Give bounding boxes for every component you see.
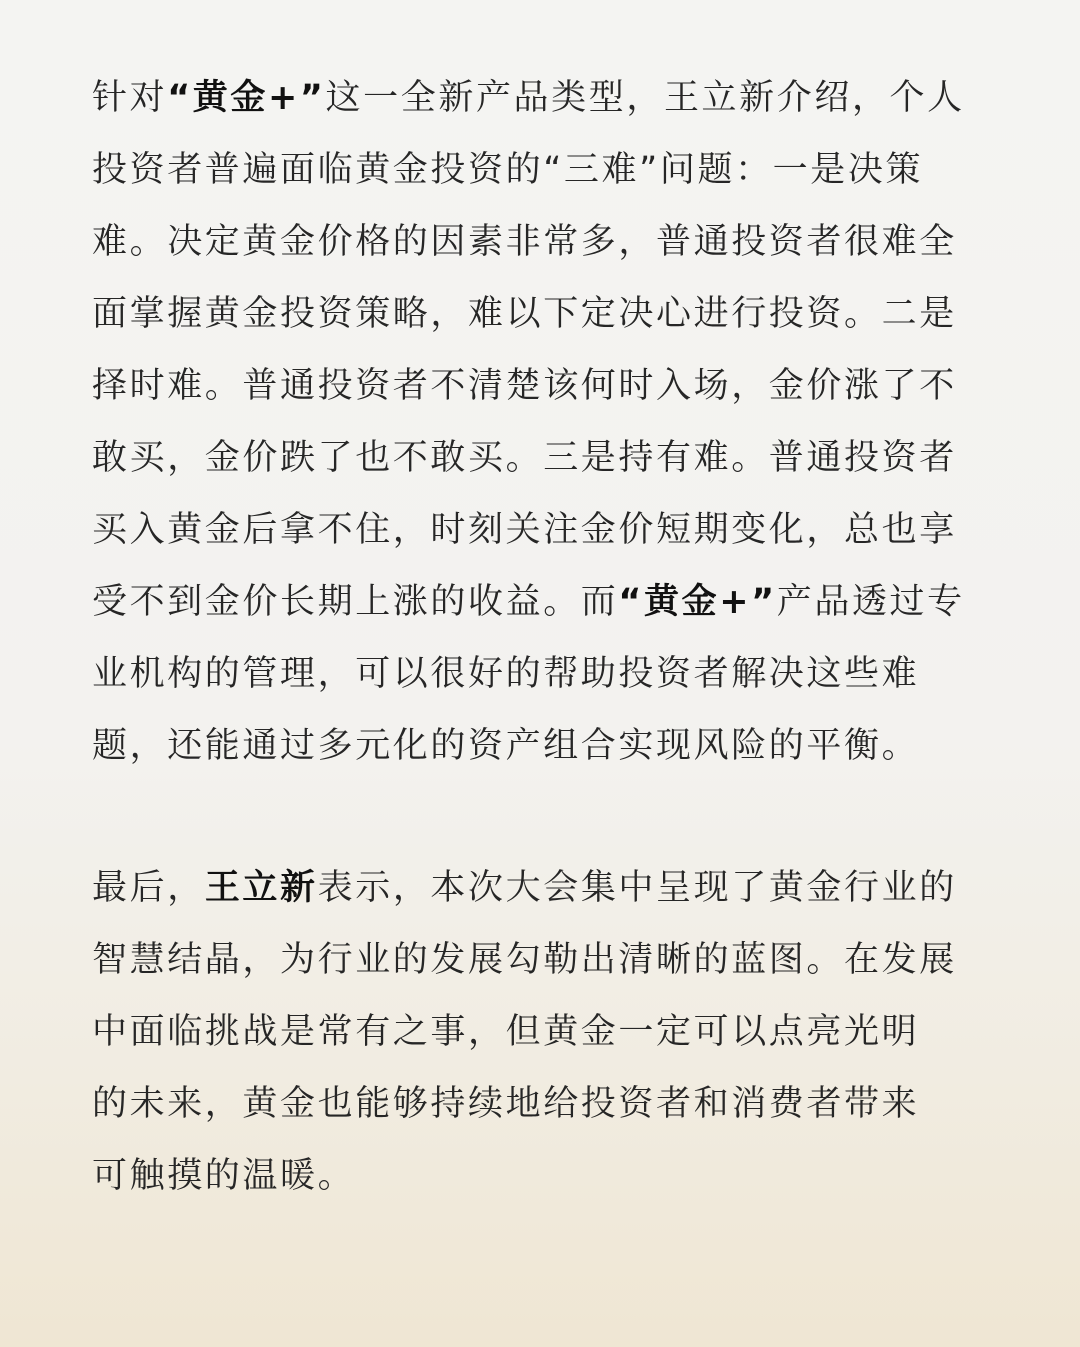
paragraph-closing-remarks — [92, 852, 990, 1212]
text-line: 业机构的管理，可以很好的帮助投资者解决这些难 — [92, 654, 920, 694]
text-line: 敢买，金价跌了也不敢买。三是持有难。普通投资者 — [92, 438, 957, 478]
text-line: 买入黄金后拿不住，时刻关注金价短期变化，总也享 — [92, 510, 957, 550]
text-line: 面掌握黄金投资策略，难以下定决心进行投资。二是 — [92, 294, 957, 334]
article-body — [92, 62, 990, 1212]
text-line: 针对“黄金+”这一全新产品类型，王立新介绍，个人 — [92, 78, 965, 118]
highlight-speaker-name: 王立新 — [204, 868, 318, 908]
text-line: 中面临挑战是常有之事，但黄金一定可以点亮光明 — [92, 1012, 920, 1052]
text-line: 受不到金价长期上涨的收益。而“黄金+”产品透过专 — [92, 582, 965, 622]
highlight-gold-plus: “黄金+” — [618, 582, 777, 622]
text-line: 投资者普遍面临黄金投资的“三难”问题：一是决策 — [92, 150, 924, 190]
paragraph-gold-plus-intro — [92, 62, 990, 782]
highlight-gold-plus: “黄金+” — [167, 78, 326, 118]
text-line: 可触摸的温暖。 — [92, 1156, 356, 1196]
text-line: 择时难。普通投资者不清楚该何时入场，金价涨了不 — [92, 366, 957, 406]
text-line: 题，还能通过多元化的资产组合实现风险的平衡。 — [92, 726, 920, 766]
text-line: 难。决定黄金价格的因素非常多，普通投资者很难全 — [92, 222, 957, 262]
text-line: 的未来，黄金也能够持续地给投资者和消费者带来 — [92, 1084, 920, 1124]
text-line: 智慧结晶，为行业的发展勾勒出清晰的蓝图。在发展 — [92, 940, 957, 980]
text-line: 最后，王立新表示，本次大会集中呈现了黄金行业的 — [92, 868, 957, 908]
